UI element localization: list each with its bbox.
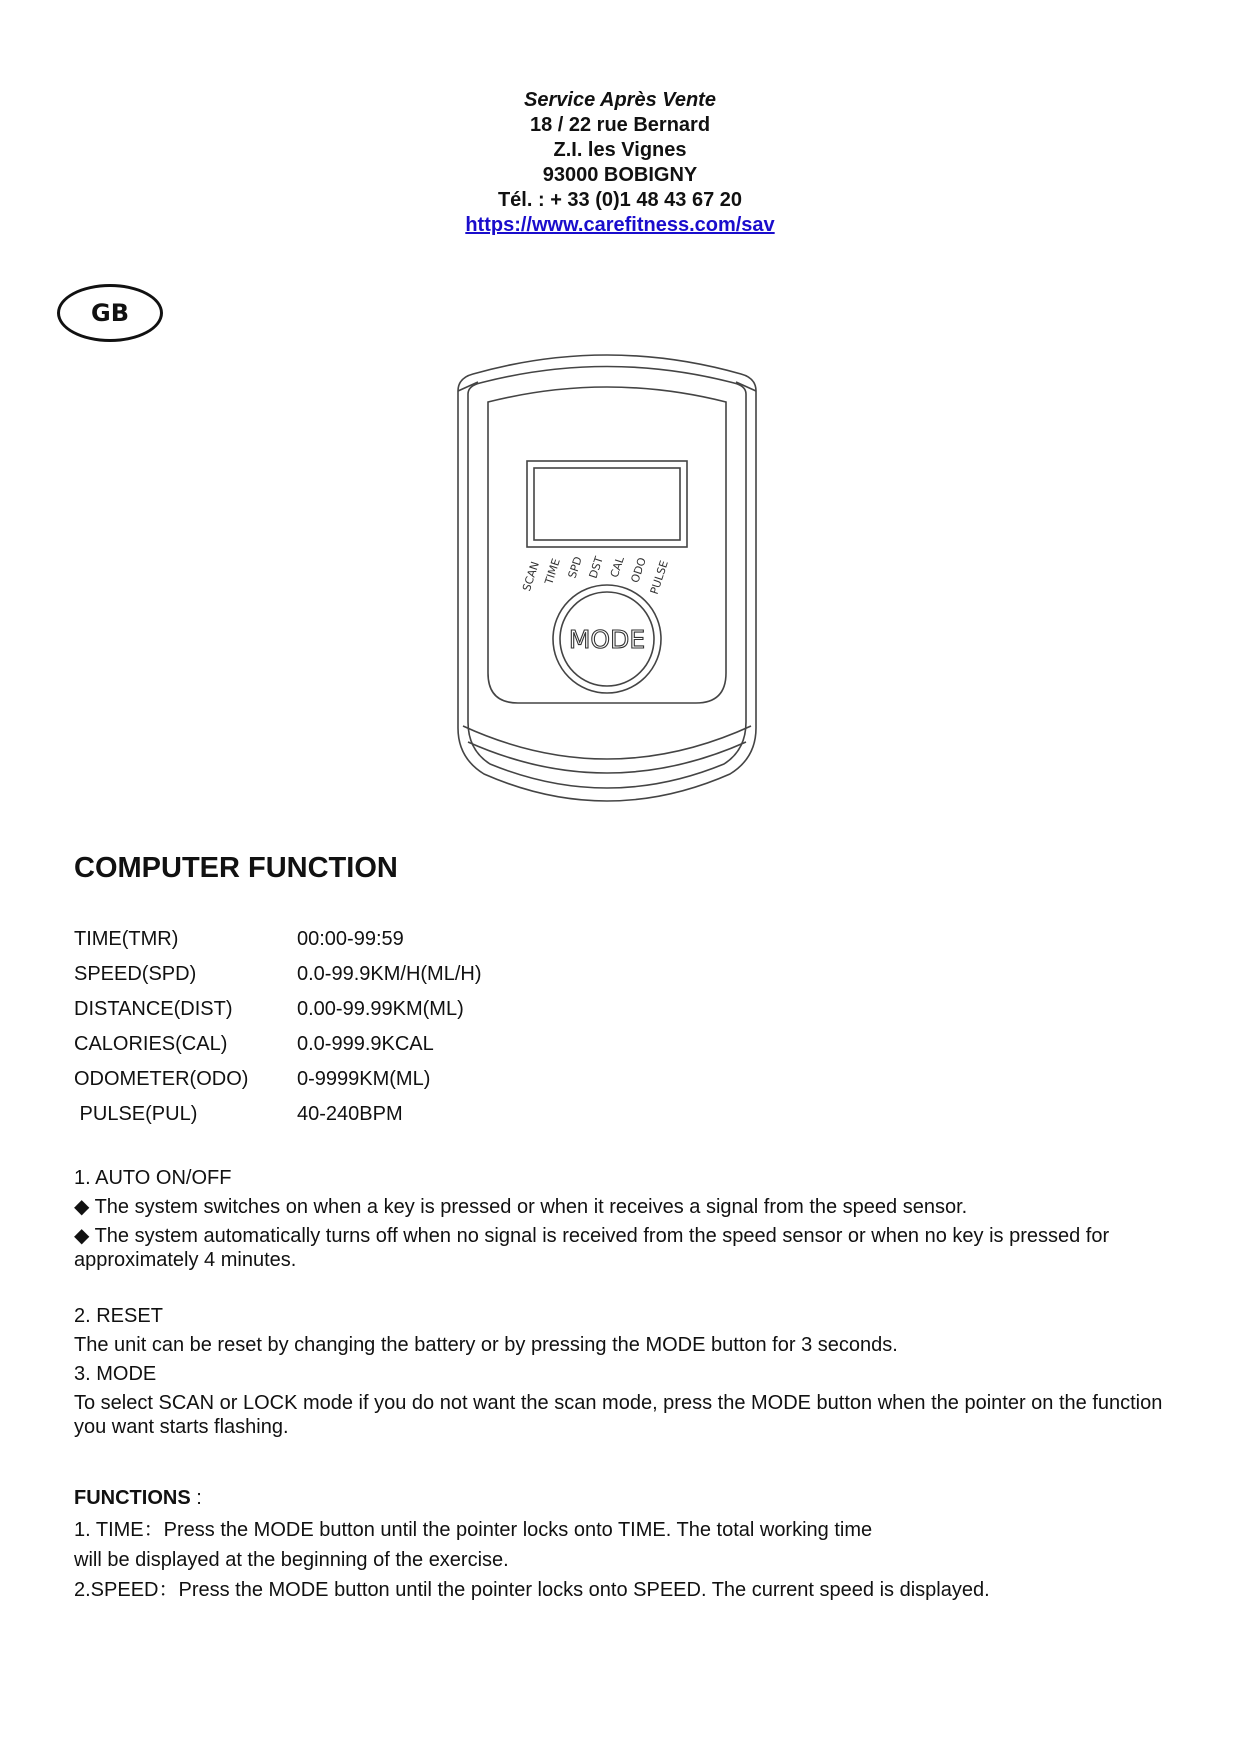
reset-title: 2. RESET bbox=[74, 1305, 163, 1327]
spec-name: CALORIES(CAL) bbox=[74, 1033, 228, 1055]
function-speed-line: 2.SPEED：Press the MODE button until the pointer locks onto SPEED. The current speed is displayed. bbox=[74, 1579, 990, 1601]
auto-title: 1. AUTO ON/OFF bbox=[74, 1167, 232, 1189]
console-inner-shell bbox=[468, 367, 746, 789]
indicator-label: SCAN bbox=[520, 559, 542, 593]
mode-button-label: MODE bbox=[568, 625, 646, 654]
spec-value: 0-9999KM(ML) bbox=[297, 1068, 431, 1090]
indicator-label: ODO bbox=[628, 555, 649, 585]
spec-name: TIME(TMR) bbox=[74, 928, 179, 950]
indicator-label: DST bbox=[586, 554, 606, 581]
spec-value: 00:00-99:59 bbox=[297, 928, 404, 950]
console-face-panel bbox=[488, 387, 726, 703]
language-badge: GB bbox=[57, 284, 163, 342]
function-time-line-cont: will be displayed at the beginning of the exercise. bbox=[74, 1549, 509, 1571]
mode-text: To select SCAN or LOCK mode if you do not want the scan mode, press the MODE button when the pointer on the function you want starts flashing. bbox=[74, 1392, 1163, 1438]
indicator-label: CAL bbox=[607, 554, 627, 580]
console-outer-shell bbox=[458, 355, 756, 801]
service-link[interactable]: https://www.carefitness.com/sav bbox=[465, 214, 775, 236]
spec-name: DISTANCE(DIST) bbox=[74, 998, 233, 1020]
service-address-header bbox=[0, 88, 1240, 238]
spec-value: 40-240BPM bbox=[297, 1103, 403, 1125]
address-zone: Z.I. les Vignes bbox=[553, 139, 687, 161]
auto-bullet-2: ◆ The system automatically turns off when no signal is received from the speed sensor or when no key is pressed for approximately 4 minutes. bbox=[74, 1225, 1110, 1271]
spec-name: ODOMETER(ODO) bbox=[74, 1068, 249, 1090]
section-title: COMPUTER FUNCTION bbox=[74, 852, 398, 884]
auto-bullet-1: ◆ The system switches on when a key is pressed or when it receives a signal from the speed sensor. bbox=[74, 1196, 968, 1218]
address-city: 93000 BOBIGNY bbox=[542, 164, 698, 186]
indicator-label: PULSE bbox=[647, 558, 671, 596]
lcd-display-frame bbox=[527, 461, 687, 547]
phone-number: Tél. : + 33 (0)1 48 43 67 20 bbox=[497, 189, 743, 211]
reset-text: The unit can be reset by changing the battery or by pressing the MODE button for 3 seconds. bbox=[74, 1334, 898, 1356]
service-title: Service Après Vente bbox=[524, 89, 716, 111]
functions-heading bbox=[74, 1486, 1174, 1510]
lcd-display-screen bbox=[534, 468, 680, 540]
spec-value: 0.00-99.99KM(ML) bbox=[297, 998, 464, 1020]
console-bottom-rim bbox=[463, 726, 751, 773]
functions-title: FUNCTIONS bbox=[74, 1487, 191, 1509]
spec-value: 0.0-99.9KM/H(ML/H) bbox=[297, 963, 482, 985]
console-illustration bbox=[448, 346, 766, 820]
spec-value: 0.0-999.9KCAL bbox=[297, 1033, 434, 1055]
indicator-label: TIME bbox=[542, 556, 563, 587]
spec-name: SPEED(SPD) bbox=[74, 963, 197, 985]
functions-colon: : bbox=[190, 1487, 202, 1509]
function-time-line: 1. TIME：Press the MODE button until the pointer locks onto TIME. The total working time bbox=[74, 1519, 873, 1541]
address-street: 18 / 22 rue Bernard bbox=[529, 114, 711, 136]
spec-name: PULSE(PUL) bbox=[74, 1103, 198, 1125]
indicator-label: SPD bbox=[565, 554, 585, 580]
mode-title: 3. MODE bbox=[74, 1363, 157, 1385]
